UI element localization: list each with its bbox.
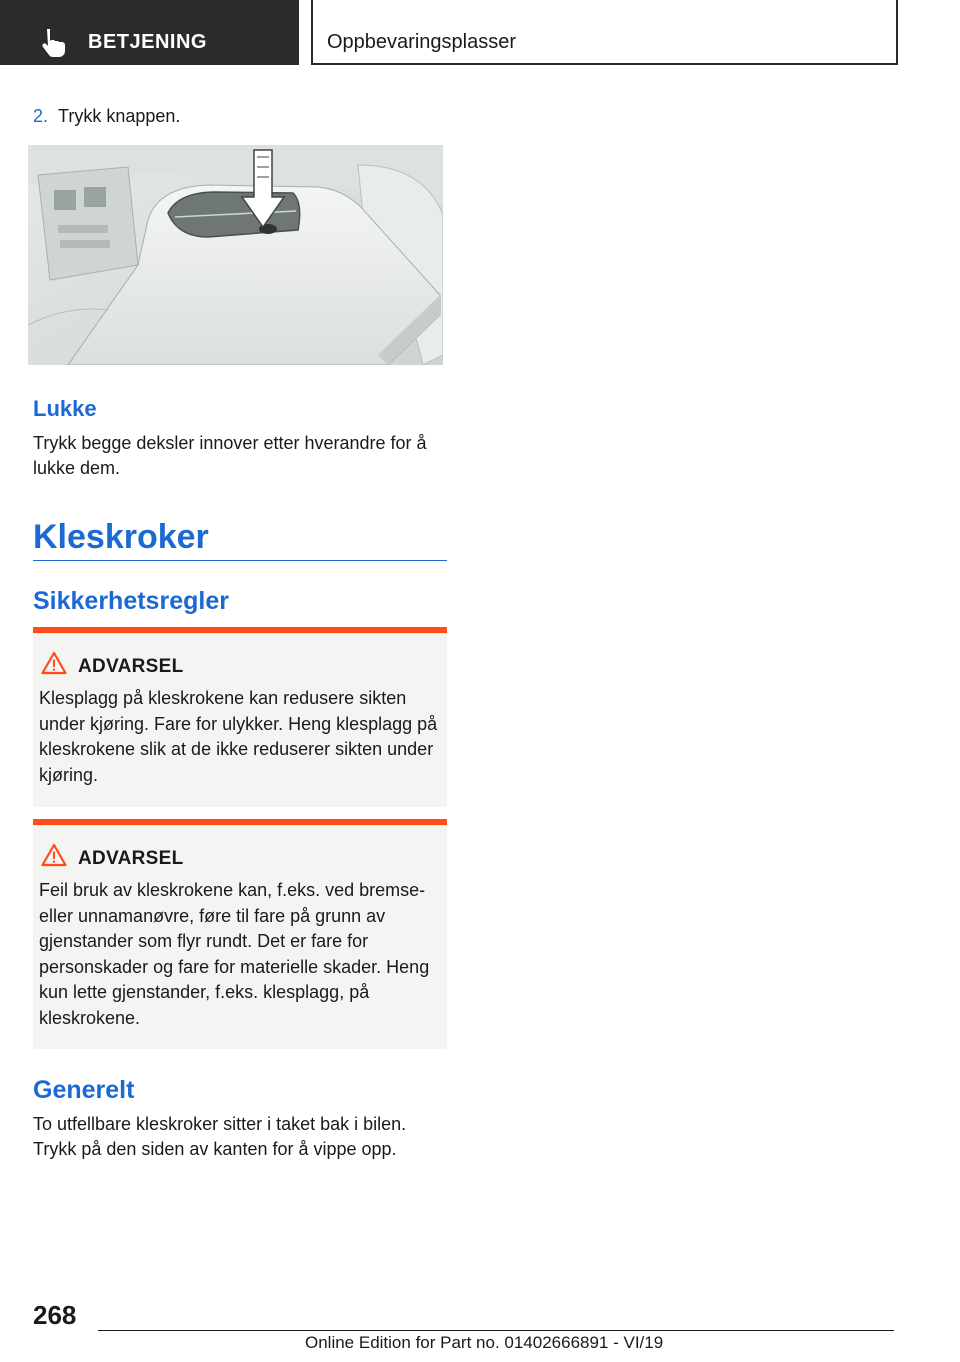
step-text: Trykk knappen. [58,106,181,126]
step-number: 2. [33,106,49,126]
warning-box [33,819,447,1049]
warning-text: Feil bruk av kleskrokene kan, f.eks. ved bremse- eller unnamanøvre, føre til fare på grunn av gjenstander som flyr rundt. Det er fare for personskader og fare for materielle skader. Heng kun lette gjenstander, f.eks. klesplagg, på kleskrokene. [39,880,430,1028]
warning-label: ADVARSEL [78,656,184,677]
chapter-title: Oppbevaringsplasser [327,31,516,53]
armrest-illustration [28,145,443,365]
edition-text: Online Edition for Part no. 01402666891 - VI/19 [305,1333,664,1352]
warning-triangle-icon [41,843,67,867]
hand-pointer-icon [38,26,70,58]
generelt-heading: Generelt [33,1076,135,1104]
chapter-tab [311,0,898,65]
section-tab [0,0,299,65]
warning-text: Klesplagg på kleskrokene kan redusere sikten under kjøring. Fare for ulykker. Heng klesplagg på kleskrokene slik at de ikke reduserer sikten under kjøring. [39,688,438,785]
warning-label: ADVARSEL [78,848,184,869]
page-number: 268 [33,1300,77,1330]
kleskroker-title: Kleskroker [33,518,447,561]
generelt-text: To utfellbare kleskroker sitter i taket bak i bilen. Trykk på den siden av kanten for å vippe opp. [33,1114,407,1159]
lukke-text: Trykk begge deksler innover etter hverandre for å lukke dem. [33,433,427,478]
step-item [33,106,180,127]
lukke-heading: Lukke [33,396,97,421]
warning-triangle-icon [41,651,67,675]
footer-rule [98,1330,894,1331]
warning-box [33,627,447,807]
sikkerhetsregler-title: Sikkerhetsregler [33,587,229,615]
section-title: BETJENING [88,31,207,53]
